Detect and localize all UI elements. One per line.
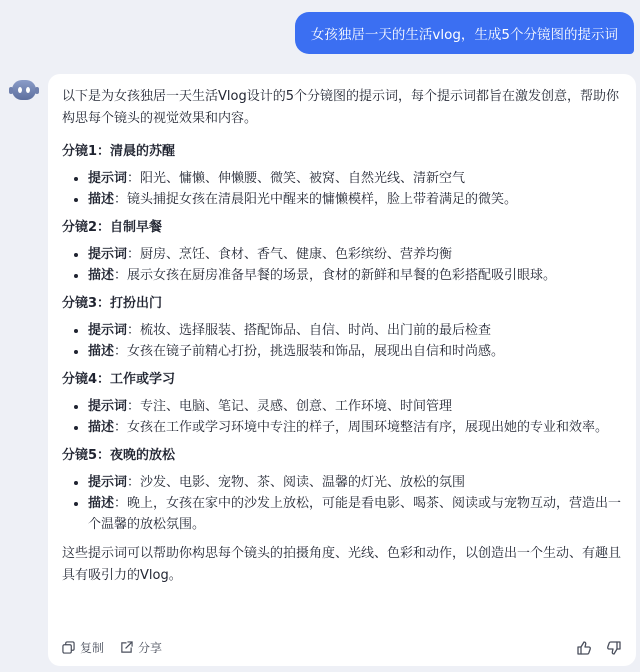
copy-icon [62, 641, 75, 654]
shot-section-1 [62, 142, 622, 210]
shot-section-4 [62, 370, 622, 438]
shot-title: 分镜5：夜晚的放松 [62, 448, 176, 463]
reply-action-bar [62, 639, 622, 656]
thumbs-up-button[interactable] [576, 640, 592, 656]
shot-description [88, 417, 622, 438]
shot-section-3 [62, 294, 622, 362]
shot-details [62, 396, 622, 438]
desc-label: 描述 [88, 268, 115, 283]
shot-description [88, 341, 622, 362]
thumbs-down-icon [606, 640, 622, 656]
shot-prompt [88, 320, 622, 341]
desc-label: 描述 [88, 420, 115, 435]
copy-label: 复制 [80, 641, 105, 655]
desc-label: 描述 [88, 344, 115, 359]
shot-description [88, 265, 622, 286]
shot-details [62, 168, 622, 210]
shot-details [62, 472, 622, 535]
prompt-text: ：梳妆、选择服装、搭配饰品、自信、时尚、出门前的最后检查 [127, 323, 492, 338]
user-message-text: 女孩独居一天的生活vlog，生成5个分镜图的提示词 [310, 27, 618, 43]
user-message-bubble [295, 12, 634, 54]
prompt-label: 提示词 [88, 399, 128, 414]
shot-details [62, 320, 622, 362]
shot-title: 分镜4：工作或学习 [62, 372, 176, 387]
prompt-label: 提示词 [88, 323, 128, 338]
prompt-text: ：沙发、电影、宠物、茶、阅读、温馨的灯光、放松的氛围 [127, 475, 466, 490]
desc-label: 描述 [88, 496, 115, 511]
prompt-text: ：专注、电脑、笔记、灵感、创意、工作环境、时间管理 [127, 399, 453, 414]
thumbs-down-button[interactable] [606, 640, 622, 656]
shot-description [88, 189, 622, 210]
shot-title: 分镜3：打扮出门 [62, 296, 163, 311]
shot-title: 分镜2：自制早餐 [62, 220, 163, 235]
reply-outro: 这些提示词可以帮助你构思每个镜头的拍摄角度、光线、色彩和动作，以创造出一个生动、有趣且具有吸引力的Vlog。 [62, 546, 622, 583]
shot-section-5 [62, 446, 622, 535]
shot-prompt [88, 396, 622, 417]
shot-title: 分镜1：清晨的苏醒 [62, 144, 176, 159]
shot-prompt [88, 472, 622, 493]
shot-details [62, 244, 622, 286]
desc-text: ：女孩在镜子前精心打扮，挑选服装和饰品，展现出自信和时尚感。 [114, 344, 505, 359]
desc-text: ：镜头捕捉女孩在清晨阳光中醒来的慵懒模样，脸上带着满足的微笑。 [114, 192, 518, 207]
shot-description [88, 493, 622, 535]
share-label: 分享 [138, 641, 163, 655]
thumbs-up-icon [576, 640, 592, 656]
share-icon [120, 641, 133, 654]
reply-intro: 以下是为女孩独居一天生活Vlog设计的5个分镜图的提示词，每个提示词都旨在激发创意，帮助你构思每个镜头的视觉效果和内容。 [62, 89, 619, 126]
assistant-avatar-icon [8, 74, 40, 106]
shot-section-2 [62, 218, 622, 286]
prompt-label: 提示词 [88, 247, 128, 262]
desc-text: ：晚上，女孩在家中的沙发上放松，可能是看电影、喝茶、阅读或与宠物互动，营造出一个温馨的放松氛围。 [88, 496, 622, 532]
prompt-label: 提示词 [88, 171, 128, 186]
copy-button[interactable] [62, 639, 104, 656]
prompt-label: 提示词 [88, 475, 128, 490]
desc-label: 描述 [88, 192, 115, 207]
shot-prompt [88, 244, 622, 265]
shot-prompt [88, 168, 622, 189]
desc-text: ：女孩在工作或学习环境中专注的样子，周围环境整洁有序，展现出她的专业和效率。 [114, 420, 609, 435]
assistant-reply-card [48, 74, 636, 666]
share-button[interactable] [120, 639, 162, 656]
prompt-text: ：厨房、烹饪、食材、香气、健康、色彩缤纷、营养均衡 [127, 247, 453, 262]
prompt-text: ：阳光、慵懒、伸懒腰、微笑、被窝、自然光线、清新空气 [127, 171, 466, 186]
desc-text: ：展示女孩在厨房准备早餐的场景，食材的新鲜和早餐的色彩搭配吸引眼球。 [114, 268, 557, 283]
